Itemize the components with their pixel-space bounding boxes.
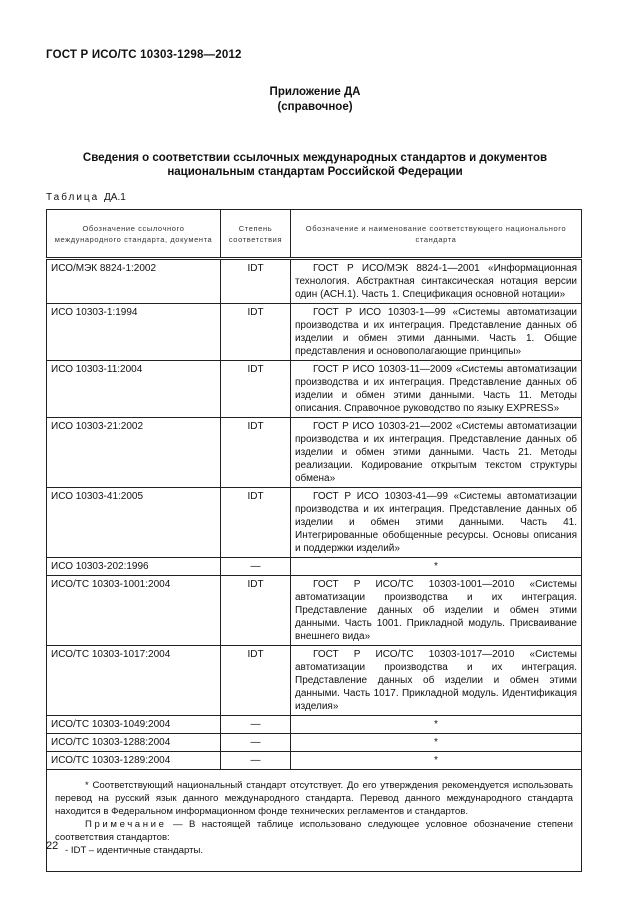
table-row xyxy=(47,259,582,304)
national-text: ГОСТ Р ИСО/ТС 10303-1001—2010 «Системы автоматизации производства и их интеграция. Представление данных об изделии и обмен этими данными. Часть 1001. Прикладной модуль. Присваивание внешнего вида» xyxy=(295,579,577,642)
document-id: ГОСТ Р ИСО/ТС 10303-1298—2012 xyxy=(46,49,242,61)
table-row xyxy=(47,576,582,646)
cell-reference: ИСО/ТС 10303-1289:2004 xyxy=(47,752,221,770)
note xyxy=(55,818,573,844)
national-text: ГОСТ Р ИСО 10303-11—2009 «Системы автоматизации производства и их интеграция. Представление данных об изделии и обмен этими данными. Часть 11. Методы описания. Справочное руководство по языку EXPRESS» xyxy=(295,364,577,414)
cell-national xyxy=(291,304,582,361)
cell-national xyxy=(291,576,582,646)
appendix-title: Приложение ДА xyxy=(269,86,361,98)
cell-national: * xyxy=(291,752,582,770)
cell-reference: ИСО 10303-41:2005 xyxy=(47,488,221,558)
appendix-title-block xyxy=(0,85,630,115)
national-text: ГОСТ Р ИСО 10303-21—2002 «Системы автоматизации производства и их интеграция. Представление данных об изделии и обмен этими данными. Часть 21. Методы реализации. Кодирование открытым текстом структуры обмена» xyxy=(295,421,577,484)
table-row xyxy=(47,646,582,716)
national-text: ГОСТ Р ИСО 10303-41—99 «Системы автоматизации производства и их интеграция. Представление данных об изделии и обмен этими данными. Часть 41. Интегрированные обобщенные ресурсы. Основы описания и поддержки изделий» xyxy=(295,491,577,554)
cell-degree: IDT xyxy=(221,576,291,646)
note-text: — В настоящей таблице использовано следующее условное обозначение степени соответствия стандартов: xyxy=(55,819,573,843)
cell-degree: — xyxy=(221,716,291,734)
cell-national xyxy=(291,259,582,304)
cell-reference: ИСО/ТС 10303-1288:2004 xyxy=(47,734,221,752)
cell-reference: ИСО 10303-1:1994 xyxy=(47,304,221,361)
national-text: ГОСТ Р ИСО/МЭК 8824-1—2001 «Информационная технология. Абстрактная синтаксическая нотация версии один (АСН.1). Часть 1. Спецификация основной нотации» xyxy=(295,263,577,300)
cell-reference: ИСО 10303-21:2002 xyxy=(47,418,221,488)
table-header-row xyxy=(47,210,582,259)
cell-national xyxy=(291,418,582,488)
cell-degree: — xyxy=(221,558,291,576)
cell-degree: IDT xyxy=(221,418,291,488)
cell-degree: IDT xyxy=(221,488,291,558)
column-header-national: Обозначение и наименование соответствующего национального стандарта xyxy=(291,210,582,259)
cell-degree: IDT xyxy=(221,646,291,716)
national-text: ГОСТ Р ИСО/ТС 10303-1017—2010 «Системы автоматизации производства и их интеграция. Представление данных об изделии и обмен этими данными. Часть 1017. Прикладной модуль. Идентификация изделия» xyxy=(295,649,577,712)
table-row xyxy=(47,734,582,752)
table-footnote-cell xyxy=(47,770,582,872)
correspondence-table xyxy=(46,209,582,872)
page-number: 22 xyxy=(46,840,59,852)
table-caption-number: ДА.1 xyxy=(104,192,126,203)
table-row xyxy=(47,752,582,770)
cell-national: * xyxy=(291,558,582,576)
cell-reference: ИСО/МЭК 8824-1:2002 xyxy=(47,259,221,304)
cell-reference: ИСО 10303-11:2004 xyxy=(47,361,221,418)
section-heading xyxy=(60,151,570,179)
table-row xyxy=(47,304,582,361)
cell-national xyxy=(291,361,582,418)
national-text: ГОСТ Р ИСО 10303-1—99 «Системы автоматизации производства и их интеграция. Представление данных об изделии и обмен этими данными. Часть 1. Общие представления и основополагающие принципы» xyxy=(295,307,577,357)
note-label: Примечание xyxy=(85,819,167,830)
cell-national xyxy=(291,646,582,716)
cell-degree: — xyxy=(221,734,291,752)
table-caption xyxy=(46,192,126,203)
heading-line-1: Сведения о соответствии ссылочных международных стандартов и документов xyxy=(82,152,548,164)
footnote-text: * Соответствующий национальный стандарт отсутствует. До его утверждения рекомендуется использовать перевод на русский язык данного международного стандарта. Перевод данного международного стандарта находится в Федеральном информационном фонде технических регламентов и стандартов. xyxy=(55,780,573,817)
appendix-subtitle: (справочное) xyxy=(277,101,353,113)
cell-reference: ИСО/ТС 10303-1017:2004 xyxy=(47,646,221,716)
note-item: - IDT – идентичные стандарты. xyxy=(65,845,204,856)
table-row xyxy=(47,716,582,734)
table-row xyxy=(47,488,582,558)
table-row xyxy=(47,361,582,418)
table-row xyxy=(47,418,582,488)
cell-reference: ИСО 10303-202:1996 xyxy=(47,558,221,576)
cell-degree: IDT xyxy=(221,304,291,361)
cell-national: * xyxy=(291,734,582,752)
column-header-degree: Степень соответствия xyxy=(221,210,291,259)
table-caption-word: Таблица xyxy=(46,192,100,203)
cell-national: * xyxy=(291,716,582,734)
heading-line-2: национальным стандартам Российской Федерации xyxy=(167,166,463,178)
cell-national xyxy=(291,488,582,558)
cell-reference: ИСО/ТС 10303-1049:2004 xyxy=(47,716,221,734)
cell-degree: IDT xyxy=(221,361,291,418)
table-row xyxy=(47,558,582,576)
column-header-reference: Обозначение ссылочного международного стандарта, документа xyxy=(47,210,221,259)
table-footnote-row xyxy=(47,770,582,872)
cell-degree: IDT xyxy=(221,259,291,304)
cell-degree: — xyxy=(221,752,291,770)
cell-reference: ИСО/ТС 10303-1001:2004 xyxy=(47,576,221,646)
